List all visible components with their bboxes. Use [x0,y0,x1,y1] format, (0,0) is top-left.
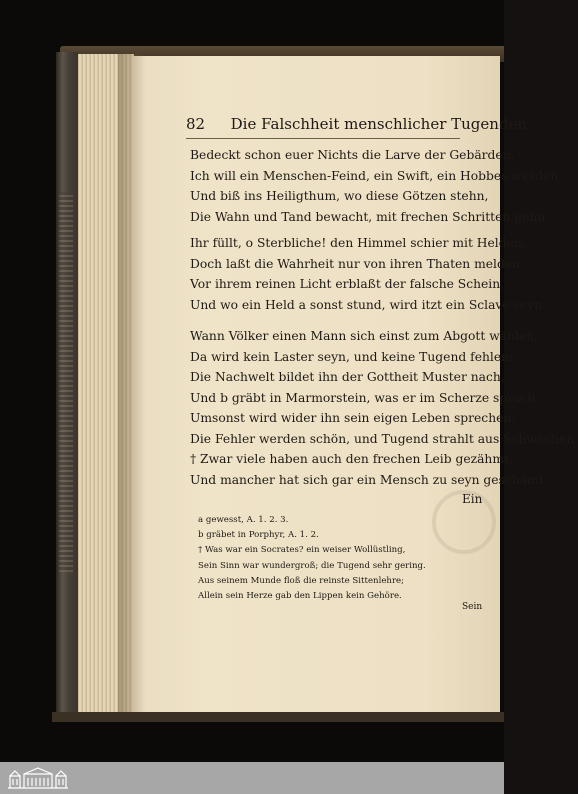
verse-line: † Zwar viele haben auch den frechen Leib gezähmt, [190,452,513,466]
footnote-line: Sein Sinn war wundergroß; die Tugend sehr gering. [198,560,426,571]
verse-line: Die Wahn und Tand bewacht, mit frechen Schritten gehn. [190,209,550,224]
verse-line: Und wo ein Held a sonst stund, wird itzt ein Sclave seyn. [190,297,546,312]
stanza [190,449,548,490]
footnote-line: b gräbet in Porphyr, A. 1. 2. [198,530,319,541]
page-gutter-shadow [118,54,146,714]
stanza [190,233,546,315]
catchword: Ein [462,492,483,506]
stanza [190,145,562,227]
book-board-bottom [52,712,504,722]
stanza [190,326,578,450]
verse-line: Ich will ein Menschen-Feind, ein Swift, ein Hobbes werden, [190,168,563,183]
verse-line: Die Fehler werden schön, und Tugend strahlt aus Schwächen. [190,431,578,446]
running-header [186,115,532,133]
catchword: Sein [462,602,483,612]
verse-line: Bedeckt schon euer Nichts die Larve der Gebärden, [190,148,515,162]
verse-line: Umsonst wird wider ihn sein eigen Leben sprechen, [190,411,516,426]
footnotes [198,513,426,604]
book-cover-edge [56,52,78,716]
footnote-line: Aus seinem Munde floß die reinste Sittenlehre; [198,575,405,586]
footnote-line: † Was war ein Socrates? ein weiser Wollüstling, [198,545,406,556]
verse-line: Und biß ins Heiligthum, wo diese Götzen stehn, [190,189,489,204]
verse-line: Die Nachwelt bildet ihn der Gottheit Muster nach, [190,370,505,385]
running-title: Die Falschheit menschlicher Tugenden. [230,115,532,133]
footnote-line: Allein sein Herze gab den Lippen kein Gehöre. [198,591,402,602]
verse-line: Und mancher hat sich gar ein Mensch zu seyn geschämt: [190,472,548,487]
library-building-icon [6,766,70,790]
verse-line: Wann Völker einen Mann sich einst zum Abgott wählen, [190,329,539,343]
footnote-line: a gewesst, A. 1. 2. 3. [198,515,289,525]
page-number: 82 [186,115,206,133]
verse-line: Doch laßt die Wahrheit nur von ihren Thaten melden, [190,256,524,271]
verse-line: Vor ihrem reinen Licht erblaßt der falsche Schein, [190,277,505,292]
header-rule [186,138,460,139]
viewer-footer-bar [0,762,504,794]
verse-line: Und b gräbt in Marmorstein, was er im Scherze sprach: [190,390,540,405]
verse-line: Ihr füllt, o Sterbliche! den Himmel schier mit Helden, [190,236,526,250]
verse-line: Da wird kein Laster seyn, und keine Tugend fehlen: [190,349,514,364]
